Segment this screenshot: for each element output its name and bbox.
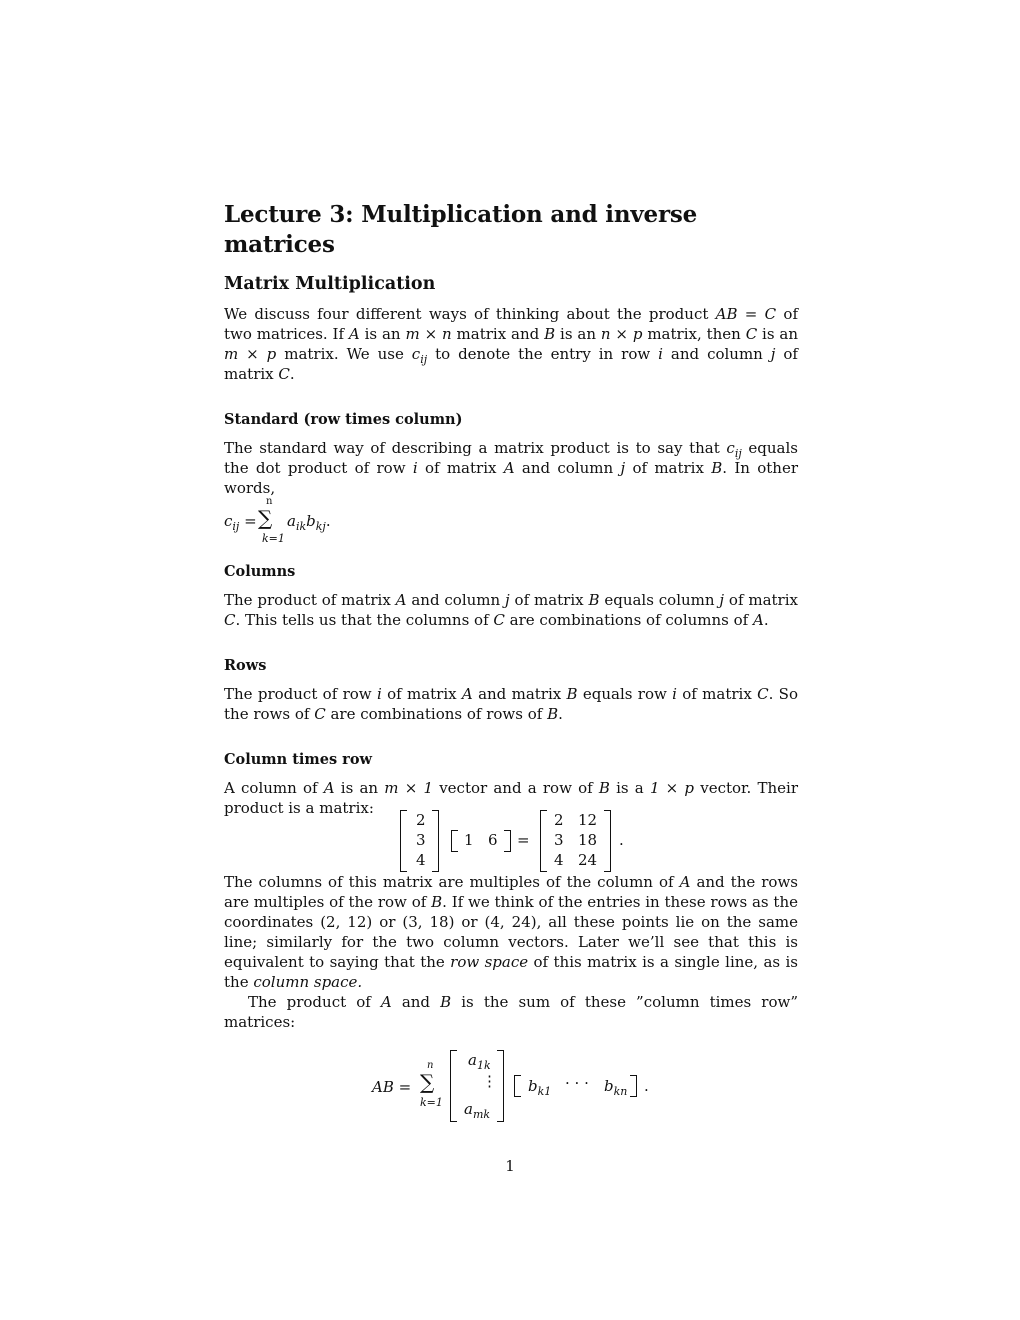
intro-paragraph: We discuss four different ways of thinking about the product AB = C of two matrices. If A is an m × n matrix and B is an n × p matrix, then C is an m × p matrix. We use $c_{ij}$ to denote the entry in row i and column j of matrix C. (224, 305, 799, 383)
standard-paragraph: The standard way of describing a matrix product is to say that $c_{ij}$ equals the dot product of row i of matrix A and column j of matrix B. In other words, (224, 439, 798, 497)
outer-product-sum-equation: AB = n ∑ k=1 $a_{1k}$ ⋮ $a_{mk}$ $b_{k1}$ · · · $b_{kn}$ . (372, 1051, 649, 1121)
section-heading: Matrix Multiplication (224, 274, 436, 294)
page-title: Lecture 3: Multiplication and inverse matrices (224, 201, 698, 258)
page-content (224, 200, 798, 1126)
subsection-rows: Rows (224, 657, 267, 674)
rows-paragraph: The product of row i of matrix A and matrix B equals row i of matrix C. So the rows of C are combinations of rows of B. (224, 685, 798, 723)
subsection-standard: Standard (row times column) (224, 411, 463, 428)
colrow-discussion: The columns of this matrix are multiples of the column of A and the rows are multiples of the row of B. If we think of the entries in these rows as the coordinates (2, 12) or (3, 18) or (4, 24), all these points lie on the same line; similarly for the two column vectors. Later we’ll see that this is equivalent to saying that the row space of this matrix is a single line, as is the column space. (224, 873, 798, 991)
colrow-paragraph: A column of A is an m × 1 vector and a row of B is a 1 × p vector. Their product is a matrix: (224, 779, 799, 817)
page-number: 1 (505, 1157, 515, 1175)
columns-paragraph: The product of matrix A and column j of matrix B equals column j of matrix C. This tells us that the columns of C are combinations of columns of A. (224, 591, 798, 629)
subsection-column-times-row: Column times row (224, 751, 372, 768)
sum-formula: $c_{ij}$ = n ∑ k=1 $a_{ik}b_{kj}$. (224, 496, 331, 545)
sum-intro: The product of A and B is the sum of these ”column times row” matrices: (224, 993, 798, 1031)
column-times-row-equation: 2 3 4 1 6 = 2 12 3 18 4 24 . (224, 810, 798, 872)
subsection-columns: Columns (224, 563, 296, 580)
